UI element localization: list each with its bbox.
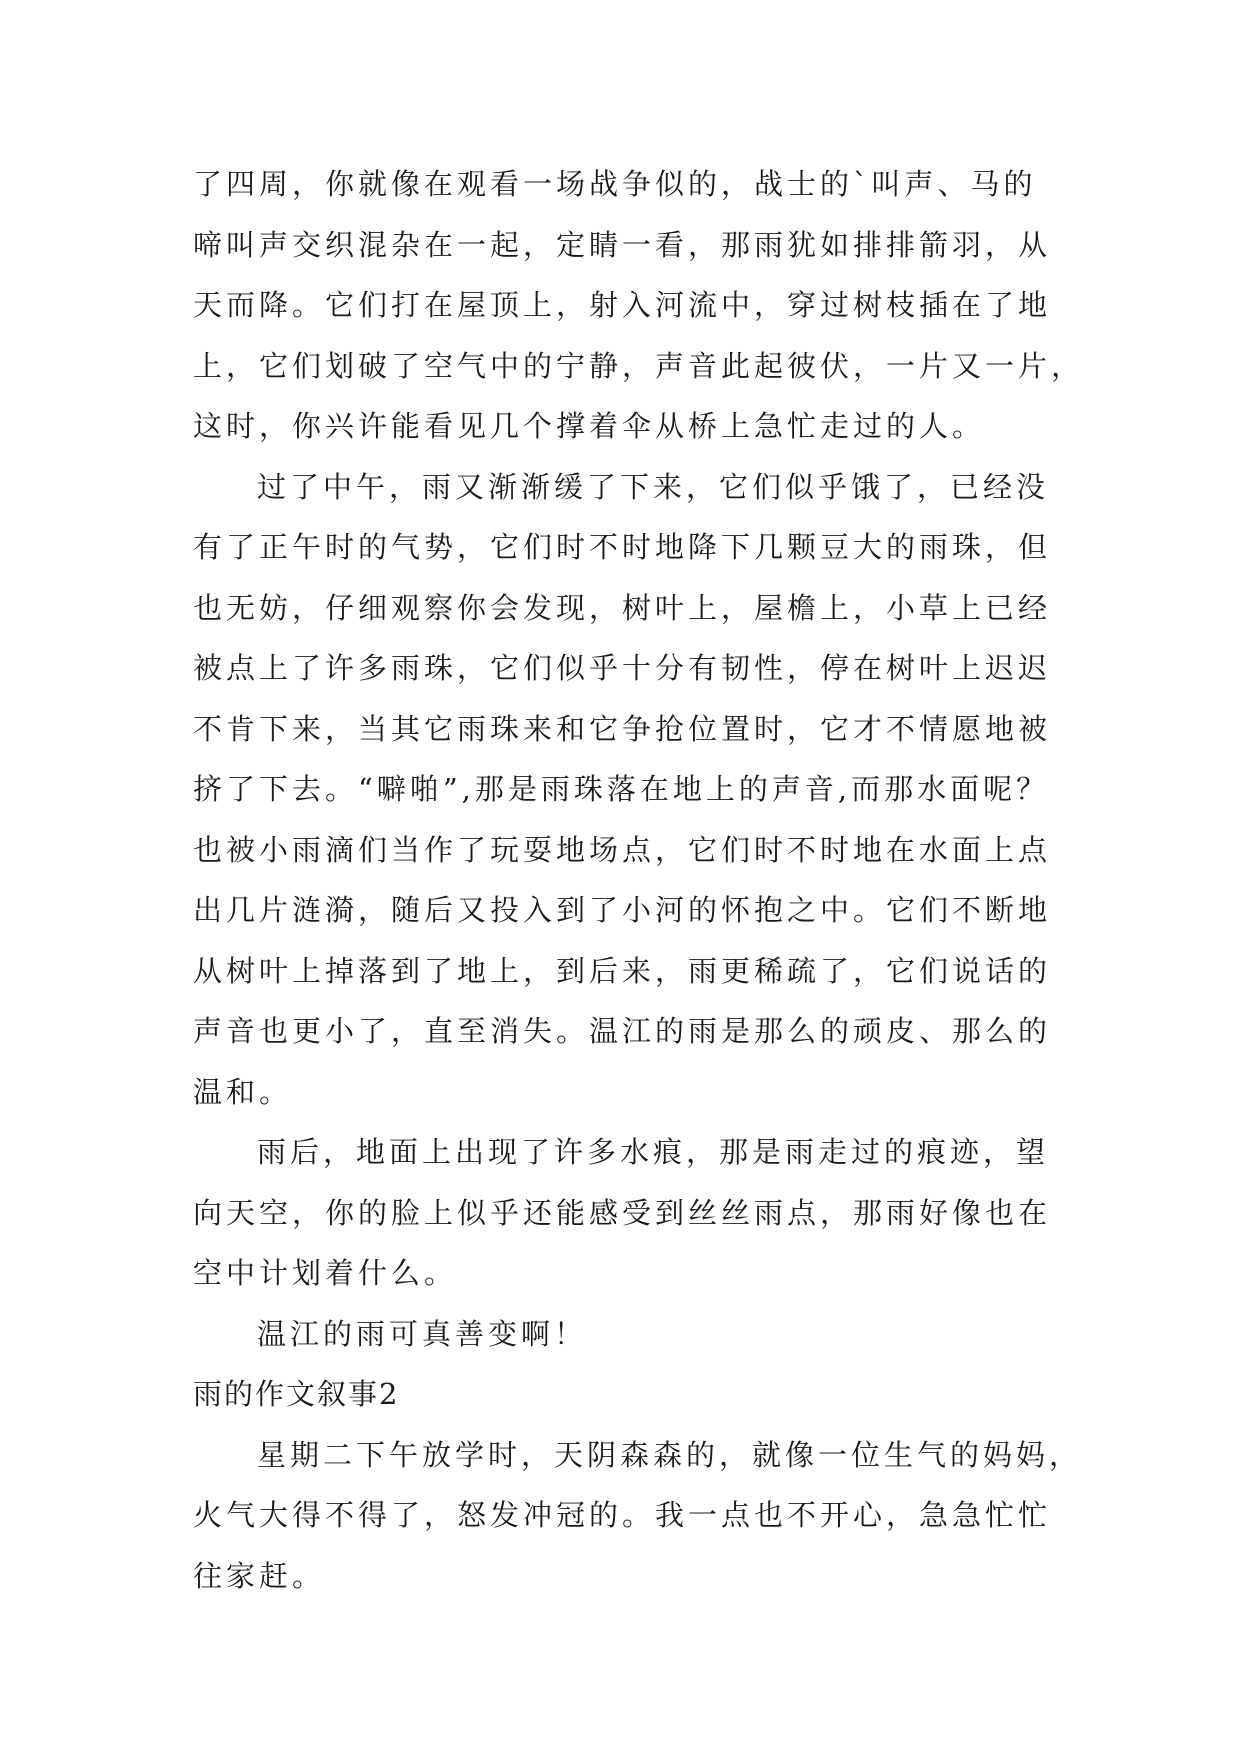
text-line: 也无妨，仔细观察你会发现，树叶上，屋檐上，小草上已经 [193,590,1052,625]
paragraph [193,457,1052,1123]
text-line: 往家赶。 [193,1558,326,1593]
text-line: 有了正午时的气势，它们时不时地降下几颗豆大的雨珠，但 [193,530,1052,564]
text-line: 从树叶上掉落到了地上，到后来，雨更稀疏了，它们说话的 [193,953,1052,988]
document-body [193,154,1085,1606]
paragraph [193,154,1085,457]
text-line: 过了中午，雨又渐渐缓了下来，它们似乎饿了，已经没 [257,469,1050,504]
text-line: 空中计划着什么。 [193,1256,458,1290]
heading-text: 雨的作文叙事2 [193,1377,400,1411]
text-line: 这时，你兴许能看见几个撑着伞从桥上急忙走过的人。 [193,409,986,443]
text-line: 也被小雨滴们当作了玩耍地场点，它们时不时地在水面上点 [193,832,1052,867]
text-line: 出几片涟漪，随后又投入到了小河的怀抱之中。它们不断地 [193,893,1052,927]
text-line: 星期二下午放学时，天阴森森的，就像一位生气的妈妈， [257,1437,1083,1472]
paragraph [193,1122,1052,1304]
text-line: 啼叫声交织混杂在一起，定睛一看，那雨犹如排排箭羽，从 [193,227,1052,262]
text-line: 温和。 [193,1074,293,1109]
text-line: 雨后，地面上出现了许多水痕，那是雨走过的痕迹，望 [257,1135,1050,1169]
text-line: 温江的雨可真善变啊！ [257,1316,588,1351]
text-line: 上，它们划破了空气中的宁静，声音此起彼伏，一片又一片， [193,348,1085,383]
text-line: 声音也更小了，直至消失。温江的雨是那么的顽皮、那么的 [193,1014,1052,1048]
text-line: 不肯下来，当其它雨珠来和它争抢位置时，它才不情愿地被 [193,711,1052,746]
text-line: 天而降。它们打在屋顶上，射入河流中，穿过树枝插在了地 [193,288,1052,322]
text-line: 被点上了许多雨珠，它们似乎十分有韧性，停在树叶上迟迟 [193,651,1052,685]
text-line: 了四周，你就像在观看一场战争似的，战士的`叫声、马的 [193,167,1037,201]
paragraph [193,1304,1043,1365]
paragraph [193,1425,1083,1607]
text-line: 挤了下去。“噼啪”,那是雨珠落在地上的声音,而那水面呢？ [193,772,1050,806]
text-line: 火气大得不得了，怒发冲冠的。我一点也不开心，急急忙忙 [193,1498,1052,1532]
section-heading [193,1364,1043,1425]
text-line: 向天空，你的脸上似乎还能感受到丝丝雨点，那雨好像也在 [193,1195,1052,1230]
